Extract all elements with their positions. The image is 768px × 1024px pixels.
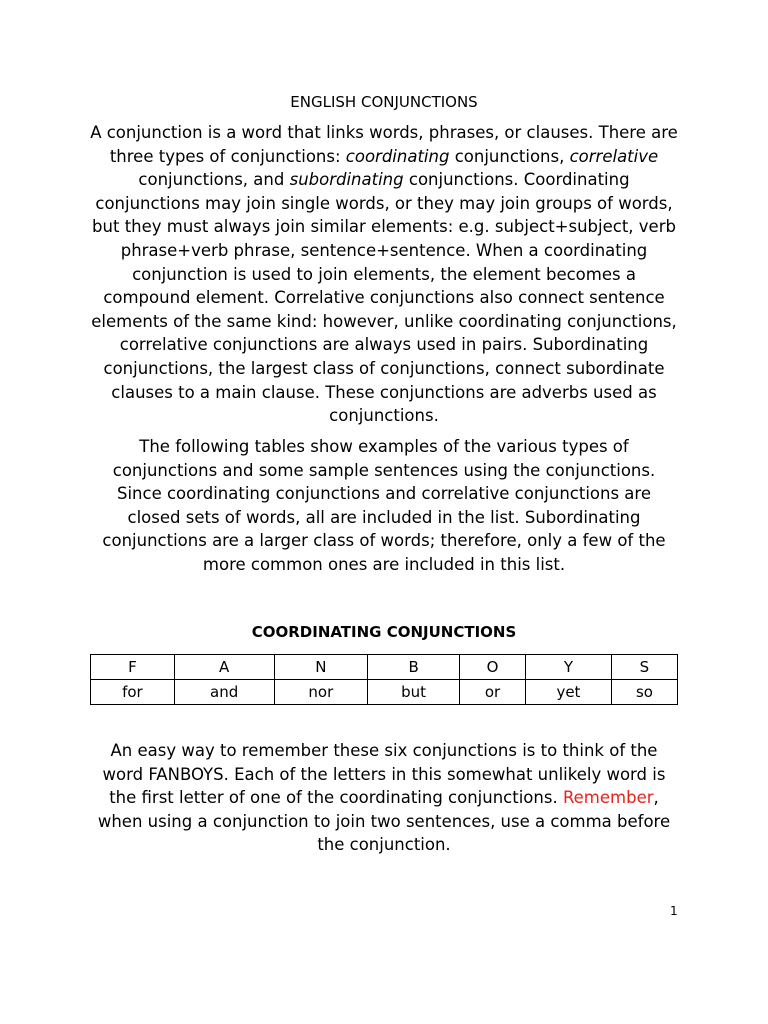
intro-text-2: conjunctions, [449,146,570,166]
coordinating-section-title: COORDINATING CONJUNCTIONS [251,623,517,641]
letter-cell: A [174,655,274,680]
letter-cell: O [459,655,525,680]
word-cell: so [611,680,677,705]
term-subordinating: subordinating [289,170,404,190]
fanboys-table [90,654,678,705]
table-row-words [91,680,678,705]
word-cell: nor [274,680,368,705]
page-number: 1 [670,904,678,918]
intro-text-1: A conjunction is a word that links words, phrases, or clauses. There are three types of conjunctions: [90,123,678,166]
tables-intro-paragraph: The following tables show examples of the various types of conjunctions and some sample sentences using the conjunctions. Since coordinating conjunctions and correlative conjunctions are closed sets of words, all are included in the list. Subordinating conjunctions are a larger class of words; therefore, only a few of the more common ones are included in this list. [102,437,666,574]
document-title: ENGLISH CONJUNCTIONS [290,93,478,111]
intro-text-3: conjunctions, and [138,170,290,190]
word-cell: and [174,680,274,705]
intro-text-4: conjunctions. Coordinating conjunctions may join single words, or they may join groups of words, but they must always join similar elements: e.g. subject+subject, verb phrase+verb phrase, sentence+sentence. When a coordinating conjunction is used to join elements, the element becomes a compound element. Correlative conjunctions also connect sentence elements of the same kind: however, unlike coordinating conjunctions, correlative conjunctions are always used in pairs. Subordinating conjunctions, the largest class of conjunctions, connect subordinate clauses to a main clause. These conjunctions are adverbs used as conjunctions. [91,170,677,426]
fanboys-note-text-2: , when using a conjunction to join two sentences, use a comma before the conjunction. [97,788,671,855]
fanboys-note-paragraph [88,739,680,857]
word-cell: yet [526,680,612,705]
letter-cell: F [91,655,175,680]
table-row-letters [91,655,678,680]
term-correlative: correlative [569,146,659,166]
letter-cell: S [611,655,677,680]
intro-paragraph [88,121,680,428]
letter-cell: N [274,655,368,680]
word-cell: or [459,680,525,705]
remember-highlight: Remember [562,788,654,808]
word-cell: for [91,680,175,705]
letter-cell: Y [526,655,612,680]
word-cell: but [368,680,460,705]
letter-cell: B [368,655,460,680]
fanboys-note-text-1: An easy way to remember these six conjunctions is to think of the word FANBOYS. Each of the letters in this somewhat unlikely word is the first letter of one of the coordinating conjunctions. [102,741,666,808]
term-coordinating: coordinating [345,146,450,166]
